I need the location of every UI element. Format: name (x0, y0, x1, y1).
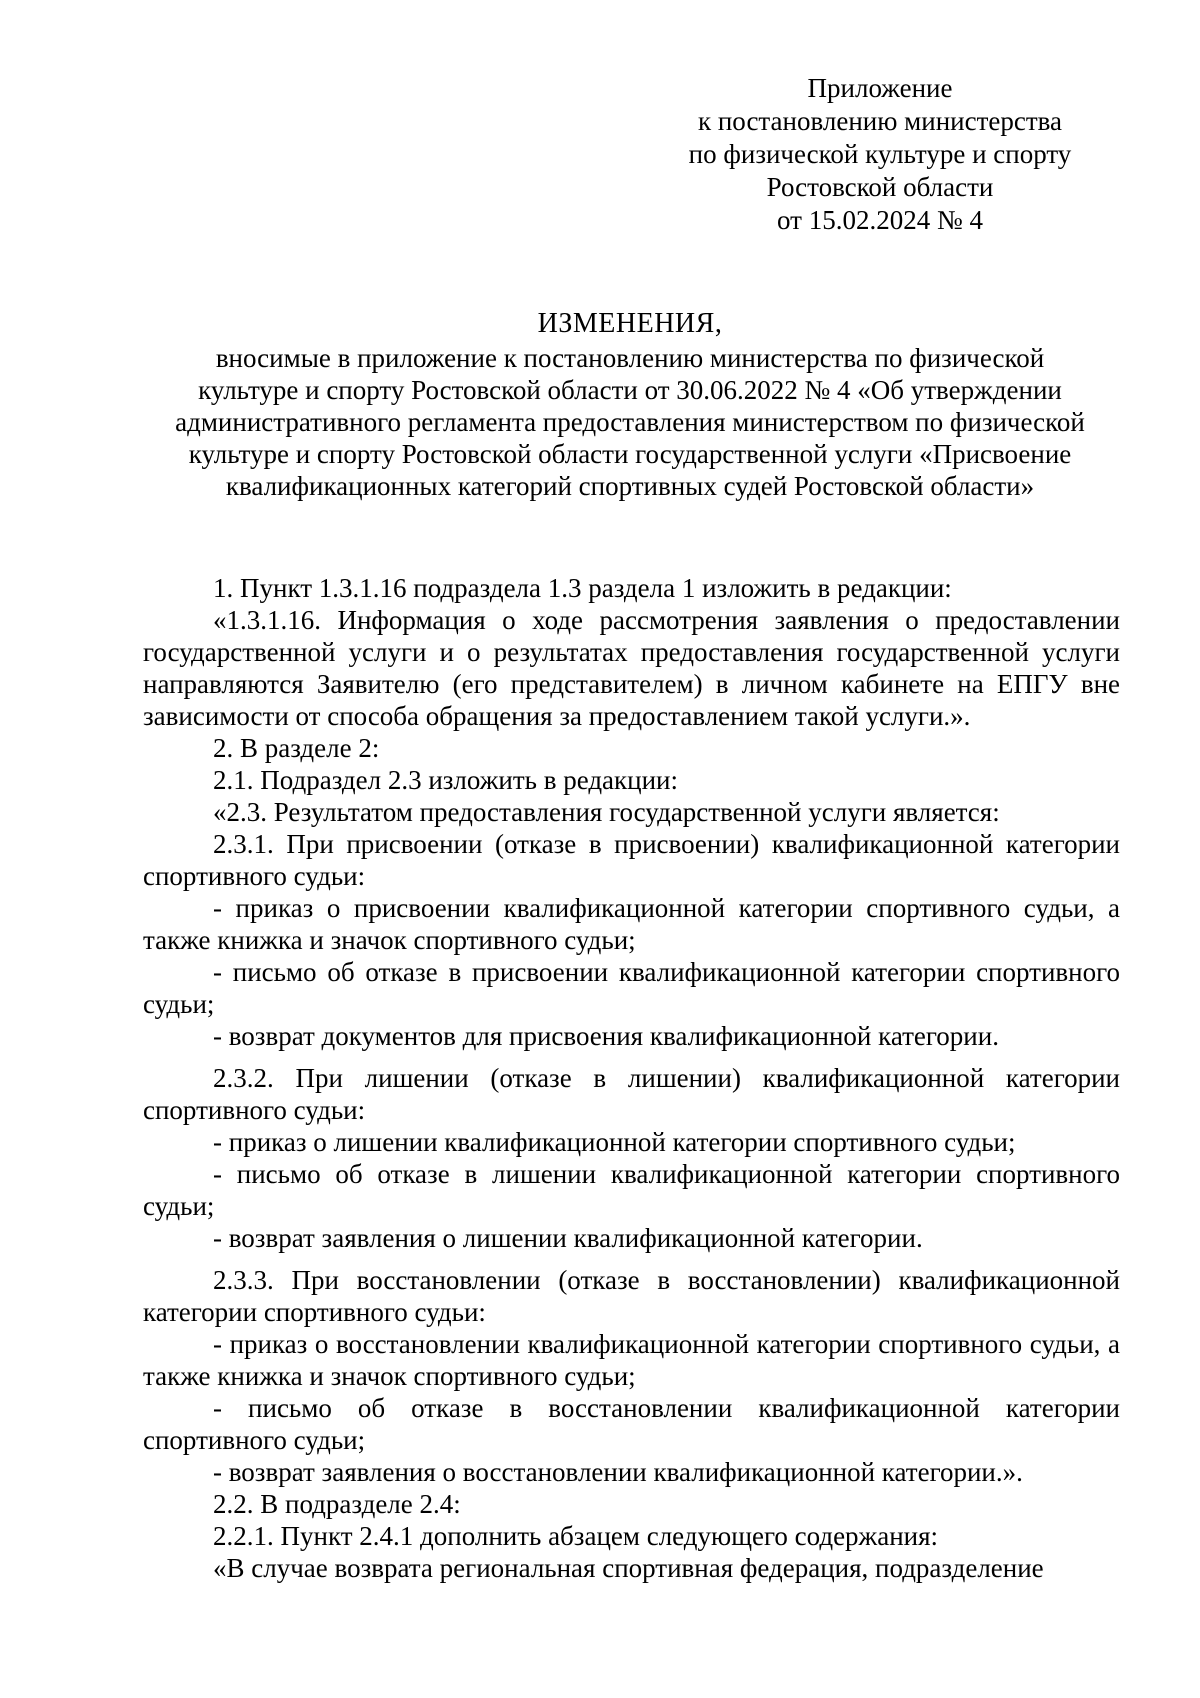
appendix-line: от 15.02.2024 № 4 (777, 205, 983, 235)
body-paragraph: - письмо об отказе в лишении квалификационной категории спортивного судьи; (143, 1159, 1120, 1221)
body-paragraph: - письмо об отказе в восстановлении квалификационной категории спортивного судьи; (143, 1393, 1120, 1455)
appendix-line: к постановлению министерства (697, 106, 1063, 136)
heading-title: ИЗМЕНЕНИЯ, (537, 308, 723, 339)
appendix-block (655, 72, 1105, 237)
appendix-line: Ростовской области (766, 172, 994, 202)
body-paragraph: - приказ о присвоении квалификационной категории спортивного судьи, а также книжка и значок спортивного судьи; (143, 893, 1120, 955)
body-paragraph: 2.1. Подраздел 2.3 изложить в редакции: (213, 765, 679, 795)
body-paragraph: - приказ о лишении квалификационной категории спортивного судьи; (213, 1127, 1016, 1157)
body-paragraph: 2. В разделе 2: (213, 733, 380, 763)
heading-line: квалификационных категорий спортивных судей Ростовской области» (225, 471, 1035, 501)
body-paragraph: 1. Пункт 1.3.1.16 подраздела 1.3 раздела 1 изложить в редакции: (213, 573, 952, 603)
body-paragraph: 2.2. В подразделе 2.4: (213, 1489, 461, 1519)
body-paragraph: «1.3.1.16. Информация о ходе рассмотрения заявления о предоставлении государственной услуги и о результатах предоставления государственной услуги направляются Заявителю (его представителем) в личном кабинете на ЕПГУ вне зависимости от способа обращения за предоставлением такой услуги.». (143, 605, 1120, 731)
appendix-line: Приложение (807, 73, 953, 103)
heading-line: культуре и спорту Ростовской области от 30.06.2022 № 4 «Об утверждении (198, 375, 1062, 405)
heading-line: административного регламента предоставления министерством по физической (175, 407, 1085, 437)
body-paragraph: 2.3.1. При присвоении (отказе в присвоении) квалификационной категории спортивного судьи: (143, 829, 1120, 891)
document-body (143, 572, 1120, 1584)
heading-line: культуре и спорту Ростовской области государственной услуги «Присвоение (188, 439, 1072, 469)
body-paragraph: 2.2.1. Пункт 2.4.1 дополнить абзацем следующего содержания: (213, 1521, 939, 1551)
document-heading (140, 308, 1120, 502)
body-paragraph: - письмо об отказе в присвоении квалификационной категории спортивного судьи; (143, 957, 1120, 1019)
body-paragraph: - возврат документов для присвоения квалификационной категории. (213, 1021, 999, 1051)
body-paragraph: 2.3.2. При лишении (отказе в лишении) квалификационной категории спортивного судьи: (143, 1063, 1120, 1125)
body-paragraph: - приказ о восстановлении квалификационной категории спортивного судьи, а также книжка и значок спортивного судьи; (143, 1329, 1120, 1391)
body-paragraph: - возврат заявления о лишении квалификационной категории. (213, 1223, 923, 1253)
appendix-line: по физической культуре и спорту (688, 139, 1072, 169)
body-paragraph: - возврат заявления о восстановлении квалификационной категории.». (213, 1457, 1023, 1487)
heading-line: вносимые в приложение к постановлению министерства по физической (215, 343, 1045, 373)
body-paragraph: «В случае возврата региональная спортивная федерация, подразделение (213, 1553, 1044, 1583)
body-paragraph: «2.3. Результатом предоставления государственной услуги является: (213, 797, 1000, 827)
body-paragraph: 2.3.3. При восстановлении (отказе в восстановлении) квалификационной категории спортивного судьи: (143, 1265, 1120, 1327)
